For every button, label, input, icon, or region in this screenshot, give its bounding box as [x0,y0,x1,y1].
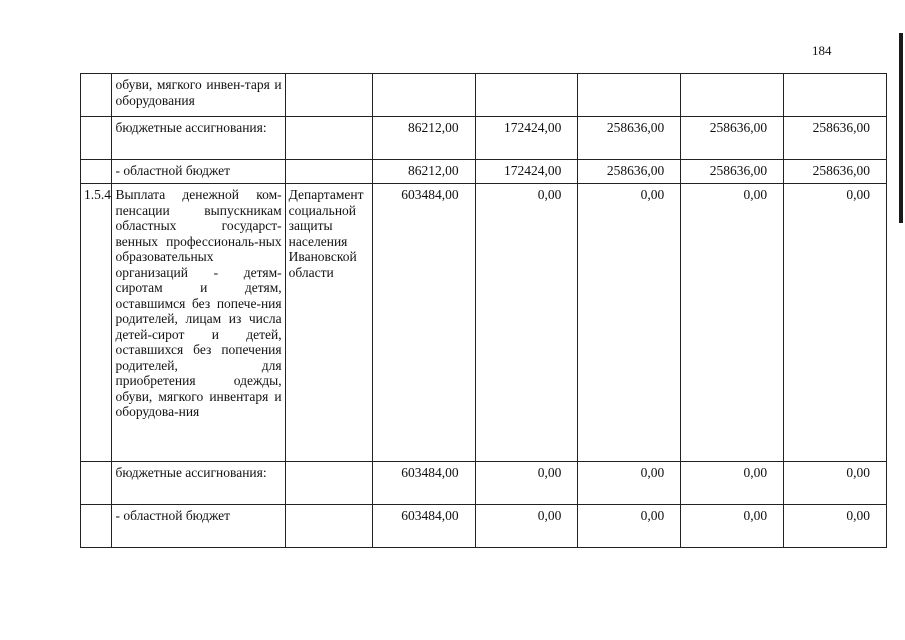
budget-table [80,73,887,548]
page-number: 184 [812,43,832,58]
table-row [81,505,887,548]
measure-name: Выплата денежной ком-пенсации выпускникам областных государст-венных профессиональ-ных образовательных организаций - детям-сиротам и детям, оставшимся без попече-ния родителей, лицам из числа детей-сирот и детей, оставшихся без попечения родителей, для приобретения одежды, обуви, мягкого инвентаря и оборудова-ния [112,184,285,462]
value-year-3: 0,00 [578,505,681,548]
value-year-1: 603484,00 [372,462,475,505]
row-number [81,505,112,548]
value-year-5: 0,00 [784,505,887,548]
scan-edge-mark [899,33,903,223]
row-number [81,160,112,184]
value-year-4 [681,74,784,117]
value-year-2: 172424,00 [475,117,578,160]
value-year-4: 258636,00 [681,117,784,160]
table-row [81,160,887,184]
value-year-1: 86212,00 [372,160,475,184]
value-year-1: 86212,00 [372,117,475,160]
value-year-3: 258636,00 [578,117,681,160]
measure-name: - областной бюджет [112,160,285,184]
executor [285,160,372,184]
executor [285,117,372,160]
value-year-2: 0,00 [475,462,578,505]
table-row [81,462,887,505]
table-row [81,117,887,160]
value-year-1 [372,74,475,117]
value-year-3: 0,00 [578,462,681,505]
value-year-1: 603484,00 [372,505,475,548]
value-year-3 [578,74,681,117]
table-row [81,74,887,117]
value-year-3: 258636,00 [578,160,681,184]
value-year-4: 0,00 [681,184,784,462]
row-number [81,462,112,505]
value-year-4: 258636,00 [681,160,784,184]
value-year-5: 0,00 [784,462,887,505]
value-year-2: 172424,00 [475,160,578,184]
executor [285,462,372,505]
value-year-5: 0,00 [784,184,887,462]
executor: Департамент социальной защиты населения Ивановской области [285,184,372,462]
executor [285,74,372,117]
measure-name: бюджетные ассигнования: [112,462,285,505]
measure-name: бюджетные ассигнования: [112,117,285,160]
value-year-2: 0,00 [475,505,578,548]
value-year-5: 258636,00 [784,160,887,184]
value-year-2 [475,74,578,117]
measure-name: обуви, мягкого инвен-таря и оборудования [112,74,285,117]
row-number [81,117,112,160]
value-year-4: 0,00 [681,505,784,548]
value-year-2: 0,00 [475,184,578,462]
table-row [81,184,887,462]
row-number: 1.5.4 [81,184,112,462]
value-year-3: 0,00 [578,184,681,462]
value-year-5: 258636,00 [784,117,887,160]
row-number [81,74,112,117]
value-year-1: 603484,00 [372,184,475,462]
measure-name: - областной бюджет [112,505,285,548]
executor [285,505,372,548]
value-year-4: 0,00 [681,462,784,505]
value-year-5 [784,74,887,117]
